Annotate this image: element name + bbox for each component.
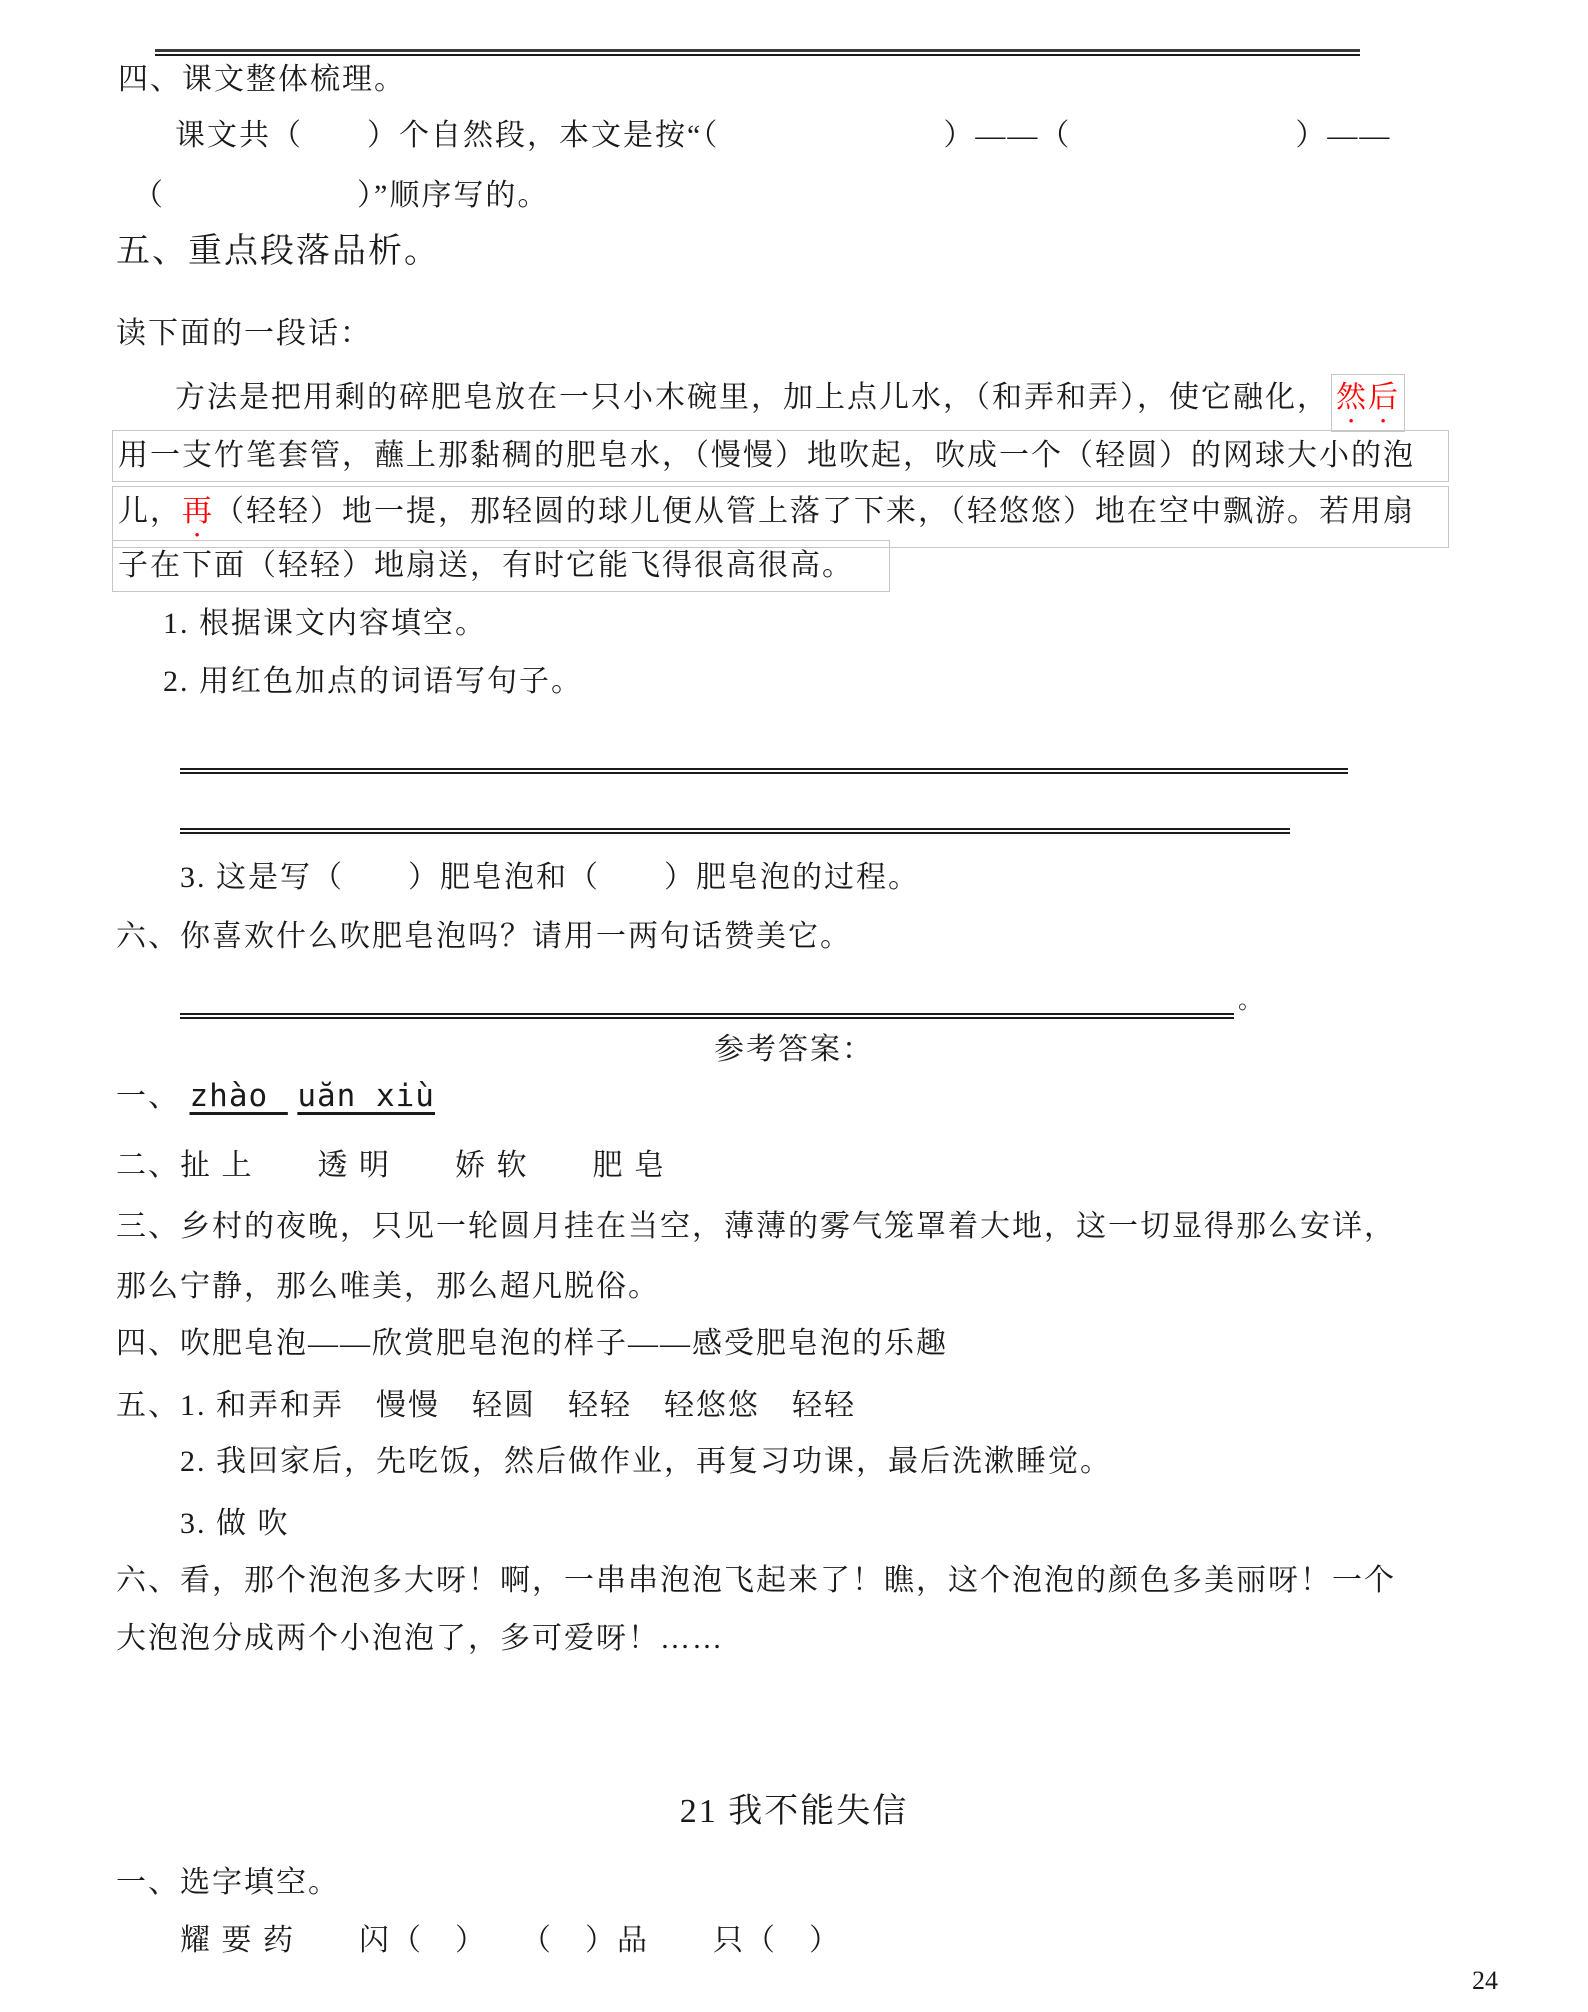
blank3-period: 。 <box>1238 988 1262 1014</box>
answer-six-line1: 六、看，那个泡泡多大呀！啊，一串串泡泡飞起来了！瞧，这个泡泡的颜色多美丽呀！一个 <box>116 1564 1396 1597</box>
passage-line3-post: （轻轻）地一提，那轻圆的球儿便从管上落了下来，（轻悠悠）地在空中飘游。若用扇 <box>214 495 1415 528</box>
passage-line3-box <box>112 486 1449 548</box>
section6-heading: 六、你喜欢什么吹肥皂泡吗？请用一两句话赞美它。 <box>116 920 852 953</box>
answer-three-line1: 三、乡村的夜晚，只见一轮圆月挂在当空，薄薄的雾气笼罩着大地，这一切显得那么安详， <box>116 1210 1396 1243</box>
section5-q3: 3. 这是写（ ）肥皂泡和（ ）肥皂泡的过程。 <box>180 861 920 894</box>
section5-heading: 五、重点段落品析。 <box>116 233 440 270</box>
passage-line2-text: 用一支竹笔套管，蘸上那黏稠的肥皂水，（慢慢）地吹起，吹成一个（轻圆）的网球大小的泡 <box>118 439 1415 472</box>
answer-three-line2: 那么宁静，那么唯美，那么超凡脱俗。 <box>116 1270 660 1303</box>
lesson21-q1-heading: 一、选字填空。 <box>116 1866 340 1899</box>
lesson21-q1-row: 耀 要 药 闪（ ） （ ）品 只（ ） <box>180 1924 841 1957</box>
section5-q2: 2. 用红色加点的词语写句子。 <box>163 665 583 698</box>
page-number: 24 <box>1472 1966 1498 1995</box>
section5-intro: 读下面的一段话： <box>116 317 372 350</box>
passage-line3-pre: 儿， <box>118 495 182 528</box>
passage-line1-text: 方法是把用剩的碎肥皂放在一只小木碗里，加上点儿水，（和弄和弄），使它融化， <box>175 381 1329 414</box>
answer-four: 四、吹肥皂泡——欣赏肥皂泡的样子——感受肥皂泡的乐趣 <box>116 1327 948 1360</box>
answer-five-2: 2. 我回家后，先吃饭，然后做作业，再复习功课，最后洗漱睡觉。 <box>180 1445 1112 1478</box>
answer-five-1: 五、1. 和弄和弄 慢慢 轻圆 轻轻 轻悠悠 轻轻 <box>116 1389 856 1422</box>
passage-line4-text: 子在下面（轻轻）地扇送，有时它能飞得很高很高。 <box>118 549 854 582</box>
section4-fill-line1: 课文共（ ）个自然段，本文是按“（ ）——（ ）—— <box>175 119 1392 152</box>
answer-key-title: 参考答案： <box>714 1033 874 1066</box>
answer-one-pinyin-2: uăn xiù <box>297 1078 435 1114</box>
answer-one-label: 一、 <box>116 1080 180 1113</box>
answer-one-pinyin-1: zhào <box>189 1078 288 1114</box>
answer-blank-line-3 <box>180 1013 1234 1019</box>
section5-q1: 1. 根据课文内容填空。 <box>163 607 487 640</box>
answer-two: 二、扯 上 透 明 娇 软 肥 皂 <box>116 1149 666 1182</box>
section4-fill-line2: （ ）”顺序写的。 <box>133 179 550 212</box>
answer-six-line2: 大泡泡分成两个小泡泡了，多可爱呀！…… <box>116 1622 724 1655</box>
passage-line1-highlight-box <box>1331 374 1405 432</box>
passage-line4-box <box>112 540 890 592</box>
lesson21-title: 21 我不能失信 <box>679 1793 909 1830</box>
answer-blank-line-2 <box>180 828 1290 834</box>
top-separator-line <box>155 49 1360 56</box>
section4-heading: 四、课文整体梳理。 <box>118 63 406 96</box>
answer-blank-line-1 <box>180 768 1348 774</box>
passage-line2-box <box>112 430 1449 482</box>
passage-line1-red-word: 然后 <box>1336 381 1400 414</box>
passage-line3-red-word: 再 <box>182 495 214 528</box>
answer-one <box>116 1074 435 1119</box>
passage-line1 <box>175 374 1405 432</box>
answer-five-3: 3. 做 吹 <box>180 1507 290 1540</box>
